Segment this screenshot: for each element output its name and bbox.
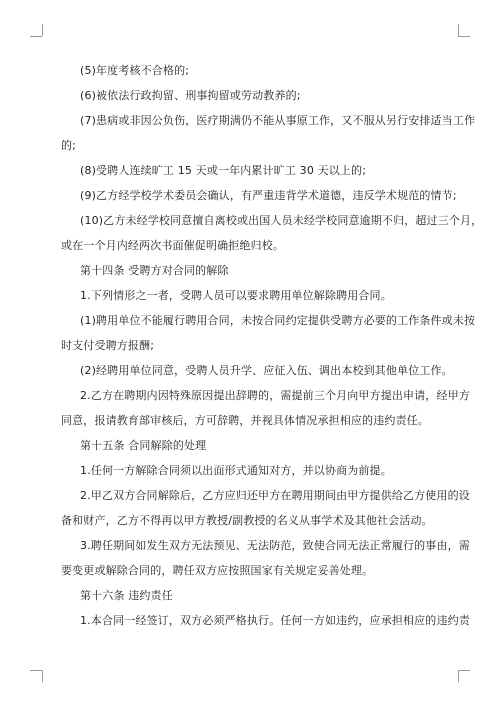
crop-mark-bottom-right: [458, 670, 470, 671]
crop-mark-bottom-left: [30, 670, 42, 671]
paragraph-15-3-continued: 要变更或解除合同的，聘任双方应按照国家有关规定妥善处理。: [61, 564, 374, 577]
paragraph-item-9: (9)乙方经学校学术委员会确认，有严重违背学术道德，违反学术规范的情节;: [80, 189, 457, 202]
paragraph-16-1: 1.本合同一经签订，双方必须严格执行。任何一方如违约，应承担相应的违约责: [80, 614, 470, 627]
paragraph-item-8: (8)受聘人连续旷工 15 天或一年内累计旷工 30 天以上的;: [80, 164, 367, 177]
crop-mark-top-right: [458, 24, 459, 36]
section-heading-article-16: 第十六条 违约责任: [80, 589, 173, 602]
paragraph-15-2: 2.甲乙双方合同解除后，乙方应归还甲方在聘用期间由甲方提供给乙方使用的设: [80, 489, 470, 502]
section-heading-article-14: 第十四条 受聘方对合同的解除: [80, 264, 229, 277]
crop-mark-bottom-right: [458, 670, 459, 682]
paragraph-item-10: (10)乙方未经学校同意擅自离校或出国人员未经学校同意逾期不归，超过三个月，: [80, 214, 483, 227]
section-heading-article-15: 第十五条 合同解除的处理: [80, 439, 207, 452]
paragraph-item-10-continued: 或在一个月内经两次书面催促明确拒绝归校。: [61, 239, 284, 252]
paragraph-15-3: 3.聘任期间如发生双方无法预见、无法防范，致使合同无法正常履行的事由，需: [80, 539, 470, 552]
crop-mark-top-left: [42, 24, 43, 36]
paragraph-14-1: 1.下列情形之一者，受聘人员可以要求聘用单位解除聘用合同。: [80, 289, 392, 302]
paragraph-item-5: (5)年度考核不合格的;: [80, 64, 190, 77]
crop-mark-top-left: [30, 36, 42, 37]
paragraph-14-2: 2.乙方在聘期内因特殊原因提出辞聘的，需提前三个月向甲方提出申请，经甲方: [80, 389, 470, 402]
crop-mark-bottom-left: [42, 670, 43, 682]
crop-mark-top-right: [458, 36, 470, 37]
paragraph-15-2-continued: 备和财产，乙方不得再以甲方教授/副教授的名义从事学术及其他社会活动。: [61, 514, 433, 527]
paragraph-item-7: (7)患病或非因公负伤，医疗期满仍不能从事原工作，又不服从另行安排适当工作: [80, 114, 476, 127]
paragraph-14-1-1: (1)聘用单位不能履行聘用合同，未按合同约定提供受聘方必要的工作条件或未按: [80, 314, 476, 327]
paragraph-14-2-continued: 同意，报请教育部审核后，方可辞聘，并视具体情况承担相应的违约责任。: [61, 414, 429, 427]
paragraph-item-7-continued: 的;: [61, 139, 77, 152]
document-body: [61, 64, 483, 627]
paragraph-14-1-1-continued: 时支付受聘方报酬;: [61, 339, 155, 352]
paragraph-14-1-2: (2)经聘用单位同意，受聘人员升学、应征入伍、调出本校到其他单位工作。: [80, 364, 453, 377]
paragraph-item-6: (6)被依法行政拘留、刑事拘留或劳动教养的;: [80, 89, 301, 102]
paragraph-15-1: 1.任何一方解除合同须以出面形式通知对方，并以协商为前提。: [80, 464, 392, 477]
